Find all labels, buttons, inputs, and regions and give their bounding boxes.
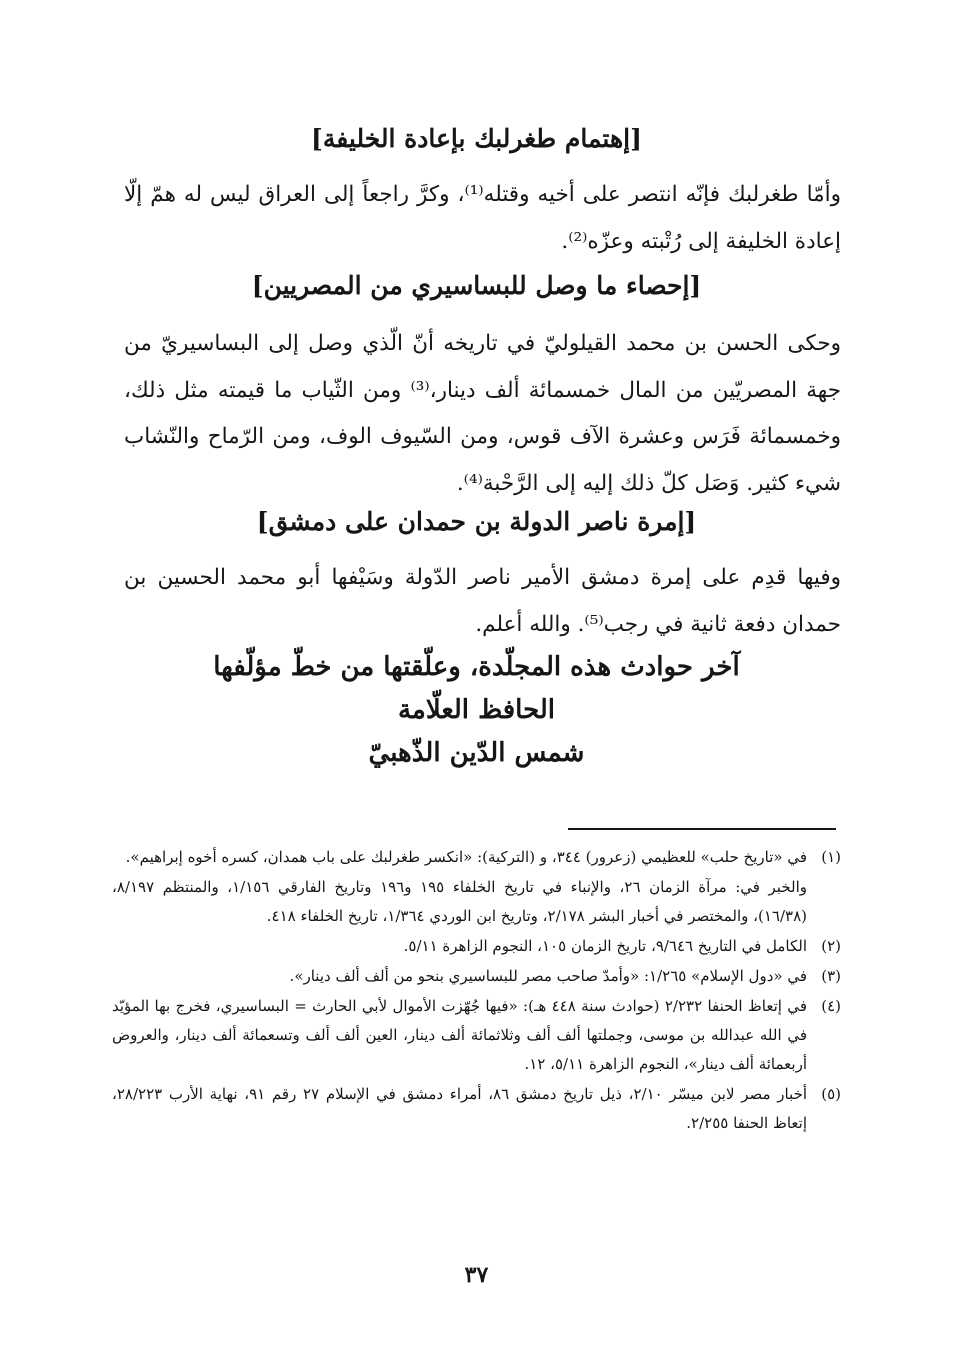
footnote-number: (٥)	[821, 1085, 841, 1103]
section-heading-tughril: [إهتمام طغرلبك بإعادة الخليفة]	[311, 124, 642, 153]
footnote-3	[112, 962, 841, 991]
footnote-1-continuation	[112, 873, 841, 931]
footnote-number: (٤)	[821, 997, 841, 1015]
footnote-5	[112, 1080, 841, 1138]
footnote-text: في «دول الإسلام» ١/٢٦٥: «وأمدّ صاحب مصر للبساسيري بنحو من ألف ألف دينار».	[289, 967, 807, 985]
section-heading-damascus: [إمرة ناصر الدولة بن حمدان على دمشق]	[256, 507, 697, 536]
colophon	[120, 646, 833, 775]
footnote-text: في إتعاظ الحنفا ٢/٢٣٢ (حوادث سنة ٤٤٨ هـ): «فيها جُهّزت الأموال لأبي الحارث = البساسيري، فخرج بها المؤيّد في الله عبدالله بن موسى، وجملتها ألف ألف وثلاثمائة ألف دينار، العين ألف ألف وتسعمائة ألف دينار، والعروض أربعمائة ألف دينار»، النجوم الزاهرة ٥/١١، ١٢.	[112, 997, 807, 1073]
footnote-1	[112, 843, 841, 872]
footnote-text: الكامل في التاريخ ٩/٦٤٦، تاريخ الزمان ١٠٥، النجوم الزاهرة ٥/١١.	[403, 937, 807, 955]
section-heading-basasiri: [إحصاء ما وصل للبساسيري من المصريين]	[251, 271, 702, 300]
footnote-2	[112, 932, 841, 961]
footnote-4	[112, 992, 841, 1079]
colophon-line-3: شمس الدّين الذّهبيّ	[368, 738, 585, 768]
footnote-text: أخبار مصر لابن ميسّر ٢/١٠، ذيل تاريخ دمشق ٨٦، أمراء دمشق في الإسلام ٢٧ رقم ٩١، نهاية الأرب ٢٨/٢٢٣، إتعاظ الحنفا ٢/٢٥٥.	[112, 1085, 808, 1132]
footnote-text: والخبر في: مرآة الزمان ٢٦، والإنباء في تاريخ الخلفاء ١٩٥ و١٩٦ وتاريخ الفارقي ١/١٥٦، والمنتظم ٨/١٩٧، (١٦/٣٨)، والمختصر في أخبار البشر ٢/١٧٨، وتاريخ ابن الوردي ١/٣٦٤، تاريخ الخلفاء ٤١٨.	[112, 878, 807, 925]
footnote-text: في «تاريخ حلب» للعظيمي (زعرور) ٣٤٤، و (التركية): «انكسر طغرلبك على باب همدان، كسره أخوه إبراهيم».	[125, 848, 807, 866]
footnote-number: (٣)	[821, 967, 841, 985]
footnotes	[112, 843, 841, 1139]
paragraph-damascus: وفيها قدِم على إمرة دمشق الأمير ناصر الدّولة وسَيْفها أبو محمد الحسين بن حمدان دفعة ثانية في رجب⁽⁵⁾. والله أعلم.	[124, 565, 841, 637]
page-number: ٣٧	[464, 1262, 489, 1288]
paragraph-tughril: وأمّا طغرلبك فإنّه انتصر على أخيه وقتله⁽¹⁾، وكرَّ راجعاً إلى العراق ليس له همّ إلّا إعادة الخليفة إلى رُتْبته وعزّه⁽²⁾.	[124, 182, 841, 254]
paragraph-basasiri: وحكى الحسن بن محمد القيلوليّ في تاريخه أنّ الّذي وصل إلى البساسيريّ من جهة المصريّين من المال خمسمائة ألف دينار،⁽³⁾ ومن الثّياب ما قيمته مثل ذلك، وخمسمائة فَرَس وعشرة الآف قوس، ومن السّيوف الوف، ومن الرّماح والنّشاب شيء كثير. وَصَل كلّ ذلك إليه إلى الرَّحْبة⁽⁴⁾.	[124, 331, 841, 496]
footnote-separator	[568, 828, 836, 830]
footnote-number: (١)	[821, 848, 841, 866]
colophon-line-2: الحافظ العلّامة	[397, 695, 556, 725]
footnote-number: (٢)	[821, 937, 841, 955]
colophon-line-1: آخر حوادث هذه المجلّدة، وعلّقتها من خطّ مؤلّفها	[213, 652, 740, 682]
